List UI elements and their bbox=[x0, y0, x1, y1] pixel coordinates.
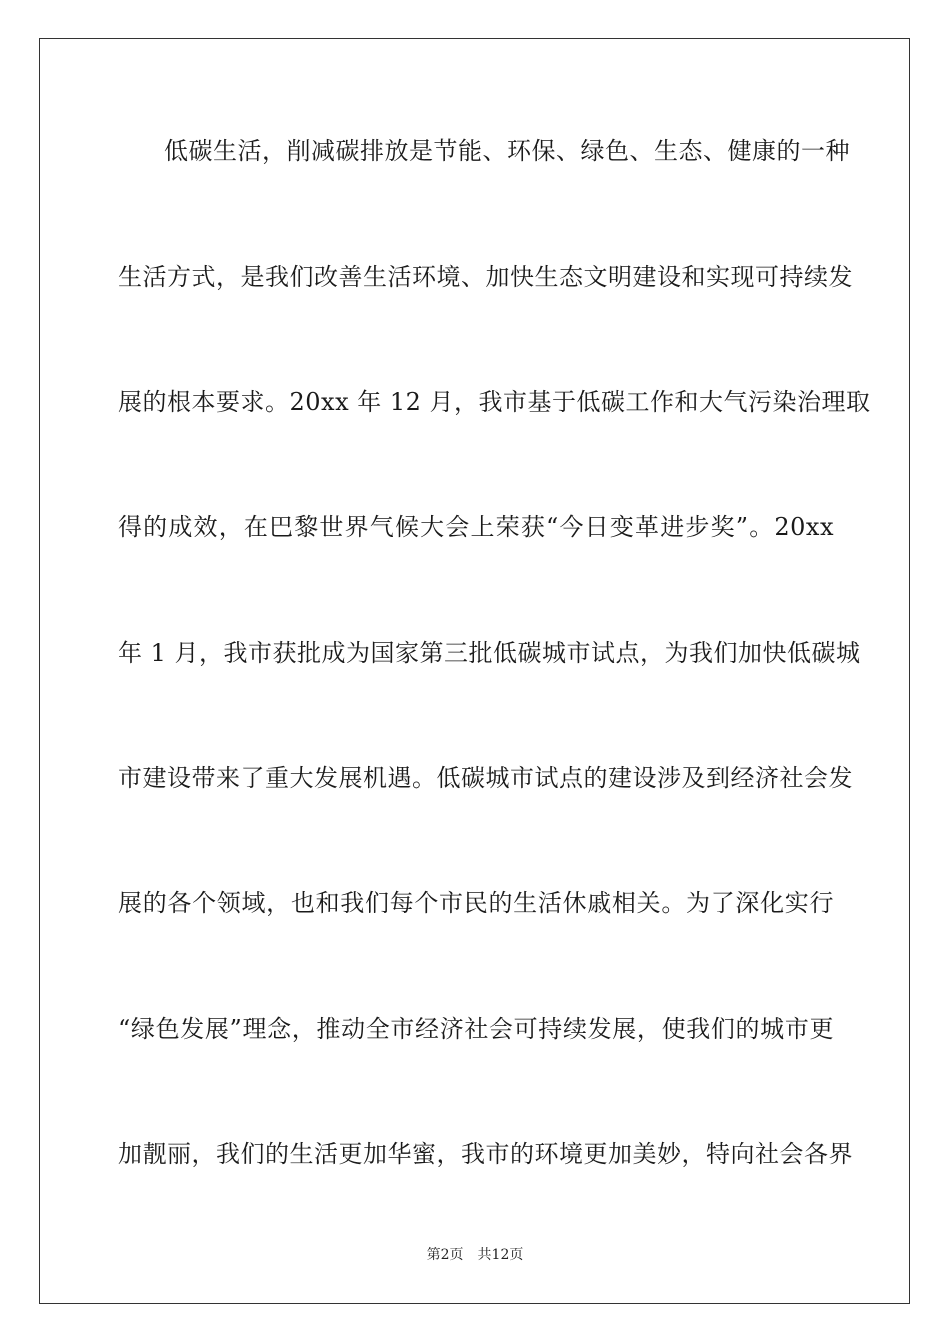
paragraph-line-7: 展的各个领域，也和我们每个市民的生活休戚相关。为了深化实行 bbox=[118, 889, 834, 917]
page-footer bbox=[0, 1246, 950, 1264]
paragraph-line-6: 市建设带来了重大发展机遇。低碳城市试点的建设涉及到经济社会发 bbox=[118, 764, 853, 792]
paragraph-line-2: 生活方式，是我们改善生活环境、加快生态文明建设和实现可持续发 bbox=[118, 263, 853, 291]
page-number: 第2页 bbox=[426, 1247, 464, 1263]
paragraph-line-8: “绿色发展”理念，推动全市经济社会可持续发展，使我们的城市更 bbox=[118, 1015, 834, 1043]
paragraph-line-9: 加靓丽，我们的生活更加华蜜，我市的环境更加美妙，特向社会各界 bbox=[118, 1140, 853, 1168]
page-border bbox=[39, 38, 910, 1304]
paragraph-line-4: 得的成效，在巴黎世界气候大会上荣获“今日变革进步奖”。20xx bbox=[118, 513, 834, 541]
paragraph-line-1: 低碳生活，削减碳排放是节能、环保、绿色、生态、健康的一种 bbox=[164, 137, 850, 165]
page-total: 共12页 bbox=[477, 1247, 524, 1263]
paragraph-line-5: 年 1 月，我市获批成为国家第三批低碳城市试点，为我们加快低碳城 bbox=[118, 639, 861, 667]
paragraph-line-3: 展的根本要求。20xx 年 12 月，我市基于低碳工作和大气污染治理取 bbox=[118, 388, 871, 416]
